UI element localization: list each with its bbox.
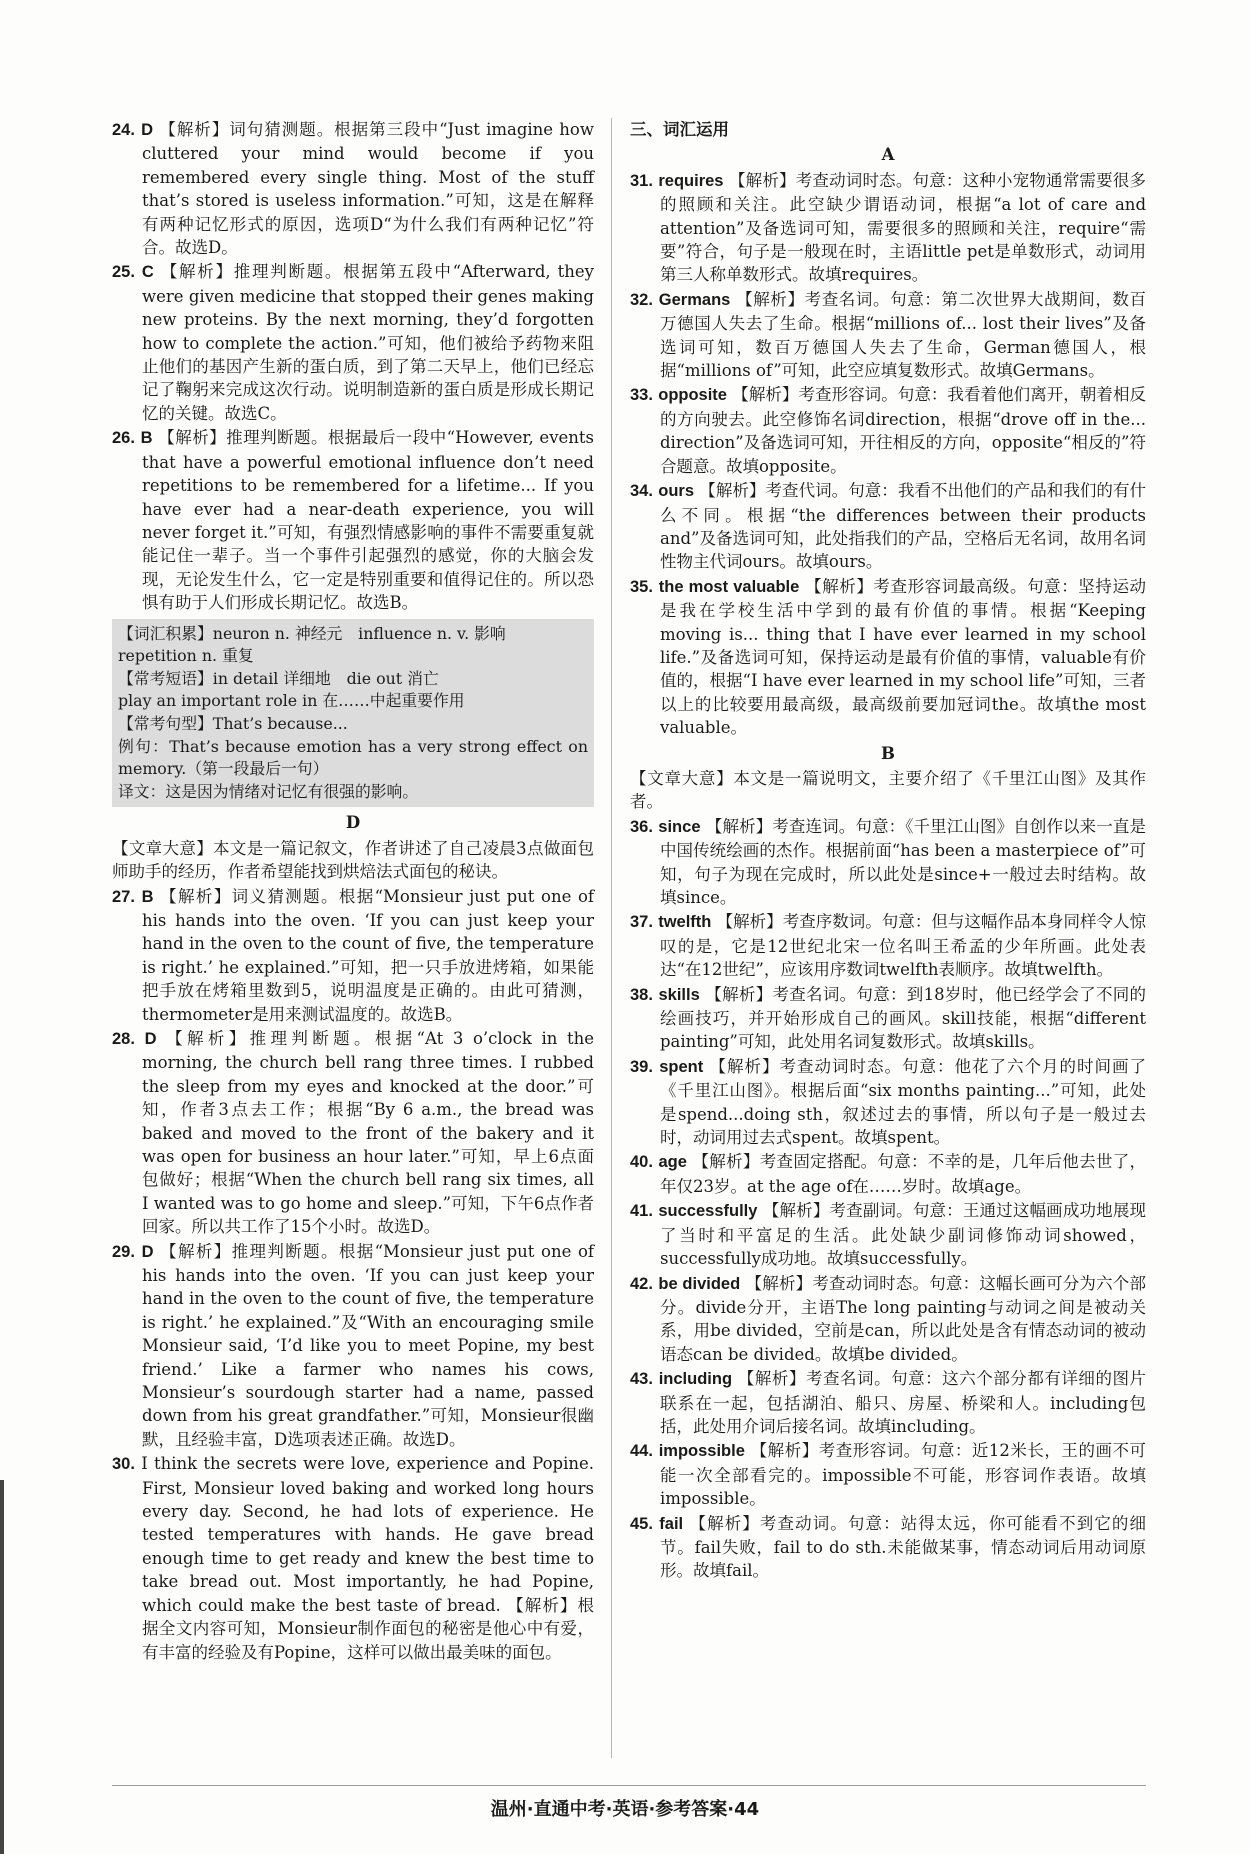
passage-summary: 【文章大意】本文是一篇记叙文，作者讲述了自己凌晨3点做面包师助手的经历，作者希望能找到烘焙法式面包的秘诀。 (112, 838, 594, 882)
question-number: 34. (630, 482, 653, 501)
explanation-text: 【解析】考查副词。句意：王通过这幅画成功地展现了当时和平富足的生活。此处缺少副词修饰动词showed，successfully成功地。故填successfully。 (660, 1201, 1147, 1269)
question-number: 44. (630, 1442, 653, 1461)
vocabulary-box (112, 619, 594, 808)
answer-value: including (658, 1370, 733, 1389)
question-number: 25. (112, 263, 135, 282)
answer-value: spent (659, 1057, 704, 1076)
explanation-text: 【解析】推理判断题。根据第五段中“Afterward, they were given medicine that stopped their genes making new proteins. By the next morning, they’d forgotten how to complete the action.”可知，他们被给予药物来阻止他们的基因产生新的蛋白质，到了第二天早上，他们已经忘记了鞠躬来完成这次行动。说明制造新的蛋白质是形成长期记忆的关键。故选C。 (142, 262, 594, 423)
answer-value: B (140, 429, 153, 448)
right-column (630, 118, 1146, 1584)
answer-value: ours (658, 482, 694, 501)
question-number: 41. (630, 1202, 653, 1221)
explanation-text: 【解析】考查名词。句意：到18岁时，他已经学会了不同的绘画技巧，并开始形成自己的画风。skill技能，根据“different painting”可知，此处用名词复数形式。故填skills。 (660, 984, 1147, 1052)
explanation-text: I think the secrets were love, experience and Popine. First, Monsieur loved baking and worked long hours every day. Second, he had lots of experience. He tested temperatures with hands. He gave bread enough time to get ready and knew the best time to take bread out. Most importantly, he had Popine, which could make the best taste of bread. 【解析】根据全文内容可知，Monsieur制作面包的秘密是他心中有爱，有丰富的经验及有Popine，这样可以做出最美味的面包。 (141, 1454, 594, 1662)
explanation-text: 【解析】考查形容词最高级。句意：坚持运动是我在学校生活中学到的最有价值的事情。根据“Keeping moving is... thing that I have ever learned in my school life.”及备选词可知，保持运动是最有价值的事情，valuable有价值的，根据“I have ever learned in my school life”可知，三者以上的比较要用最高级，最高级前要加冠词the。故填the most valuable。 (660, 576, 1147, 738)
question-number: 42. (630, 1274, 653, 1293)
answer-entry (112, 1452, 594, 1664)
question-number: 29. (112, 1242, 135, 1261)
question-number: 40. (630, 1153, 653, 1172)
explanation-text: 【解析】考查固定搭配。句意：不幸的是，几年后他去世了，年仅23岁。at the age of在……岁时。故填age。 (660, 1152, 1147, 1196)
answer-entry (630, 1367, 1146, 1438)
question-number: 33. (630, 386, 653, 405)
vocab-line: 【常考句型】That’s because... (118, 713, 348, 733)
question-number: 37. (630, 913, 653, 932)
answer-entry (630, 383, 1146, 478)
answer-entry (630, 1439, 1146, 1510)
answer-entry (112, 260, 594, 425)
question-number: 38. (630, 985, 653, 1004)
question-number: 45. (630, 1514, 653, 1533)
page-footer: 温州·直通中考·英语·参考答案·44 (490, 1799, 760, 1820)
vocab-line: 例句：That’s because emotion has a very strong effect on memory.（第一段最后一句） (118, 736, 588, 779)
question-number: 27. (112, 887, 135, 906)
question-number: 39. (630, 1057, 653, 1076)
left-column (112, 118, 594, 1665)
answer-value: age (658, 1153, 687, 1172)
answer-value: opposite (658, 386, 727, 405)
question-number: 26. (112, 429, 135, 448)
answer-value: requires (658, 171, 724, 190)
vocab-line: 【常考短语】in detail 详细地 die out 消亡 (118, 668, 439, 688)
explanation-text: 【解析】推理判断题。根据“At 3 o’clock in the morning, the church bell rang three times. I rubbed the sleep from my eyes and knocked at the door.”可知，作者3点去工作；根据“By 6 a.m., the bread was baked and moved to the front of the bakery and it was open for business an hour later.”可知，早上6点面包做好；根据“When the church bell rang six times, all I wanted was to go home and sleep.”可知，下午6点作者回家。所以共工作了15个小时。故选D。 (142, 1028, 595, 1237)
answer-entry (112, 885, 594, 1026)
answer-entry (630, 983, 1146, 1054)
explanation-text: 【解析】推理判断题。根据最后一段中“However, events that have a powerful emotional influence don’t need repetitions to be remembered for a lifetime... If you have ever had a near-death experience, you will never forget it.”可知，有强烈情感影响的事件不需要重复就能记住一辈子。当一个事件引起强烈的感觉，你的大脑会发现，无论发生什么，它一定是特别重要和值得记住的。所以恐惧有助于人们形成长期记忆。故选B。 (142, 428, 595, 613)
question-number: 30. (112, 1455, 135, 1474)
passage-summary-b: 【文章大意】本文是一篇说明文，主要介绍了《千里江山图》及其作者。 (630, 768, 1146, 812)
answer-entry (630, 479, 1146, 574)
vocab-line: repetition n. 重复 (118, 646, 254, 666)
explanation-text: 【解析】推理判断题。根据“Monsieur just put one of his hands into the oven. ‘If you can just keep your hand in the oven to the count of five, the temperature is right.’ he explained.”及“With an encouraging smile Monsieur said, ‘I’d like you to meet Popine, my best friend.’ Like a farmer who names his cows, Monsieur’s sourdough starter had a name, passed down from his great grandfather.”可知，Monsieur很幽默，且经验丰富，D选项表述正确。故选D。 (142, 1241, 595, 1449)
question-number: 43. (630, 1370, 653, 1389)
vocab-line: play an important role in 在……中起重要作用 (118, 691, 465, 711)
section-b-heading: B (881, 743, 895, 763)
answer-value: fail (659, 1514, 684, 1533)
answer-value: D (141, 1242, 154, 1261)
answer-value: since (658, 817, 701, 836)
answer-entry (630, 1199, 1146, 1270)
question-number: 36. (630, 817, 653, 836)
scan-edge-mark (0, 1480, 4, 1854)
explanation-text: 【解析】考查动词。句意：站得太远，你可能看不到它的细节。fail失败，fail to do sth.未能做某事，情态动词后用动词原形。故填fail。 (660, 1513, 1147, 1581)
vocab-line: 【词汇积累】neuron n. 神经元 influence n. v. 影响 (118, 623, 506, 643)
column-divider (611, 118, 612, 1758)
answer-entry (630, 575, 1146, 740)
explanation-text: 【解析】考查代词。句意：我看不出他们的产品和我们的有什么不同。根据“the differences between their products and”及备选词可知，此处指我们的产品，空格后无名词，故用名词性物主代词ours。故填ours。 (660, 481, 1147, 572)
answer-value: Germans (658, 290, 731, 309)
answer-value: successfully (658, 1202, 758, 1221)
explanation-text: 【解析】词义猜测题。根据“Monsieur just put one of his hands into the oven. ‘If you can just keep your hand in the oven to the count of five, the temperature is right.’ he explained.”可知，把一只手放进烤箱，如果能把手放在烤箱里数到5，说明温度是正确的。由此可猜测，thermometer是用来测试温度的。故选B。 (142, 886, 595, 1024)
explanation-text: 【解析】考查动词时态。句意：这幅长画可分为六个部分。divide分开，主语The long painting与动词之间是被动关系，用be divided，空前是can，所以此处是含有情态动词的被动语态can be divided。故填be divided。 (660, 1273, 1146, 1364)
answer-entry (112, 1240, 594, 1452)
answer-entry (630, 815, 1146, 910)
answer-entry (630, 1512, 1146, 1583)
explanation-text: 【解析】考查动词时态。句意：这种小宠物通常需要很多的照顾和关注。此空缺少谓语动词，根据“a lot of care and attention”及备选词可知，需要很多的照顾和关注，require“需要”符合，句子是一般现在时，主语little pet是单数形式，动词用第三人称单数形式。故填requires。 (660, 170, 1146, 285)
explanation-text: 【解析】考查动词时态。句意：他花了六个月的时间画了《千里江山图》。根据后面“six months painting...”可知，此处是spend...doing sth，叙述过去的事情，所以句子是一般过去时，动词用过去式spent。故填spent。 (660, 1056, 1146, 1148)
question-number: 24. (112, 121, 135, 139)
section-title: 三、词汇运用 (630, 120, 729, 139)
answer-entry (112, 426, 594, 614)
section-d-heading: D (345, 813, 361, 833)
answer-value: the most valuable (658, 577, 800, 596)
answer-entry (630, 1150, 1146, 1198)
explanation-text: 【解析】考查形容词。句意：近12米长，王的画不可能一次全部看完的。impossible不可能，形容词作表语。故填impossible。 (660, 1441, 1146, 1509)
answer-value: B (141, 887, 154, 906)
answer-entry (630, 1272, 1146, 1367)
question-number: 28. (112, 1029, 135, 1048)
question-number: 31. (630, 171, 653, 190)
footer-rule (112, 1785, 1146, 1786)
explanation-text: 【解析】考查名词。句意：第二次世界大战期间，数百万德国人失去了生命。根据“millions of... lost their lives”及备选词可知，数百万德国人失去了生命，German德国人，根据“millions of”可知，此空应填复数形式。故填Germans。 (660, 289, 1147, 381)
answer-value: be divided (658, 1274, 741, 1293)
answer-value: impossible (658, 1442, 745, 1461)
answer-entry (630, 1055, 1146, 1150)
answer-entry (112, 1027, 594, 1239)
vocab-line: 译文：这是因为情绪对记忆有很强的影响。 (118, 781, 419, 801)
answer-entry (630, 169, 1146, 287)
question-number: 35. (630, 577, 653, 596)
explanation-text: 【解析】考查连词。句意：《千里江山图》自创作以来一直是中国传统绘画的杰作。根据前面“has been a masterpiece of”可知，句子为现在完成时，所以此处是since+一般过去时结构。故填since。 (660, 816, 1146, 907)
answer-value: twelfth (658, 913, 712, 932)
answer-value: D (144, 1029, 157, 1048)
question-number: 32. (630, 290, 653, 309)
explanation-text: 【解析】词句猜测题。根据第三段中“Just imagine how cluttered your mind would become if you remembered every single thing. Most of the stuff that’s stored is useless information.”可知，这是在解释有两种记忆形式的原因，选项D“为什么我们有两种记忆”符合。故选D。 (142, 120, 594, 258)
answer-value: D (141, 121, 154, 139)
section-a-heading: A (881, 145, 895, 165)
answer-entry (630, 910, 1146, 981)
answer-entry (112, 118, 594, 259)
answer-entry (630, 288, 1146, 383)
explanation-text: 【解析】考查名词。句意：这六个部分都有详细的图片联系在一起，包括湖泊、船只、房屋、桥梁和人。including包括，此处用介词后接名词。故填including。 (660, 1369, 1147, 1436)
answer-value: C (141, 263, 154, 282)
answer-value: skills (658, 985, 700, 1004)
explanation-text: 【解析】考查形容词。句意：我看着他们离开，朝着相反的方向驶去。此空修饰名词direction，根据“drove off in the... direction”及备选词可知，开往相反的方向，opposite“相反的”符合题意。故填opposite。 (660, 385, 1146, 476)
explanation-text: 【解析】考查序数词。句意：但与这幅作品本身同样令人惊叹的是，它是12世纪北宋一位名叫王希孟的少年所画。此处表达“在12世纪”，应该用序数词twelfth表顺序。故填twelfth。 (660, 912, 1147, 980)
